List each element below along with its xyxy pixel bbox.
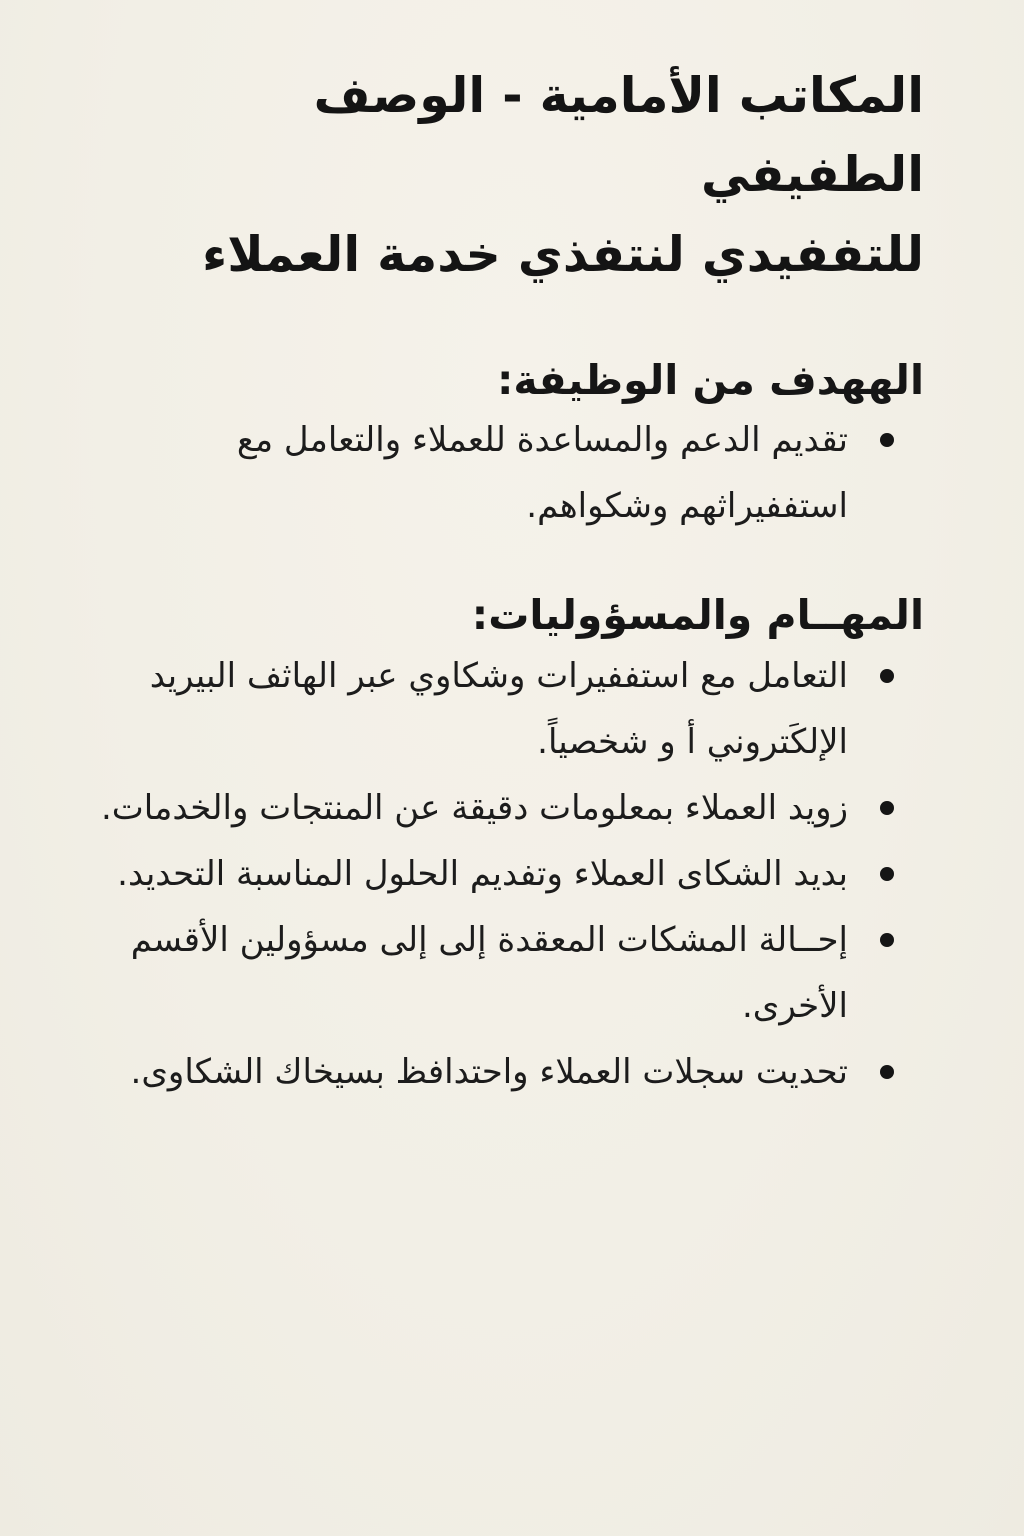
document-title-line-2: للتففيدي لنتفذي خدمة العملاء — [202, 225, 924, 283]
section-objective-heading: الههدف من الوظيفة: — [497, 356, 924, 405]
document-title — [100, 56, 924, 294]
section-tasks-heading: المهــام والمسؤوليات: — [471, 591, 924, 640]
tasks-list-item: بديد الشكاى العملاء وتفديم الحلول المناسبة التحديد. — [100, 841, 924, 907]
tasks-list-item: زويد العملاء بمعلومات دقيقة عن المنتجات والخدمات. — [100, 775, 924, 841]
tasks-list-item: تحديت سجلات العملاء واحتدافظ بسيخاك الشكاوى. — [100, 1039, 924, 1105]
tasks-list-item: التعامل مع استففيرات وشكاوي عبر الهاثف البيريد الإلكَتروني أ و شخصياً. — [100, 643, 924, 775]
objective-list-item: تقديم الدعم والمساعدة للعملاء والتعامل مع استففيراثهم وشكواهم. — [100, 407, 924, 539]
tasks-bullet-list — [100, 643, 924, 1105]
tasks-list-item: إحــالة المشكات المعقدة إلى إلى مسؤولين الأقسم الأخرى. — [100, 907, 924, 1039]
document-title-line-1: المكاتب الأمامية - الوصف الطفيفي — [313, 67, 924, 204]
objective-bullet-list — [100, 407, 924, 539]
